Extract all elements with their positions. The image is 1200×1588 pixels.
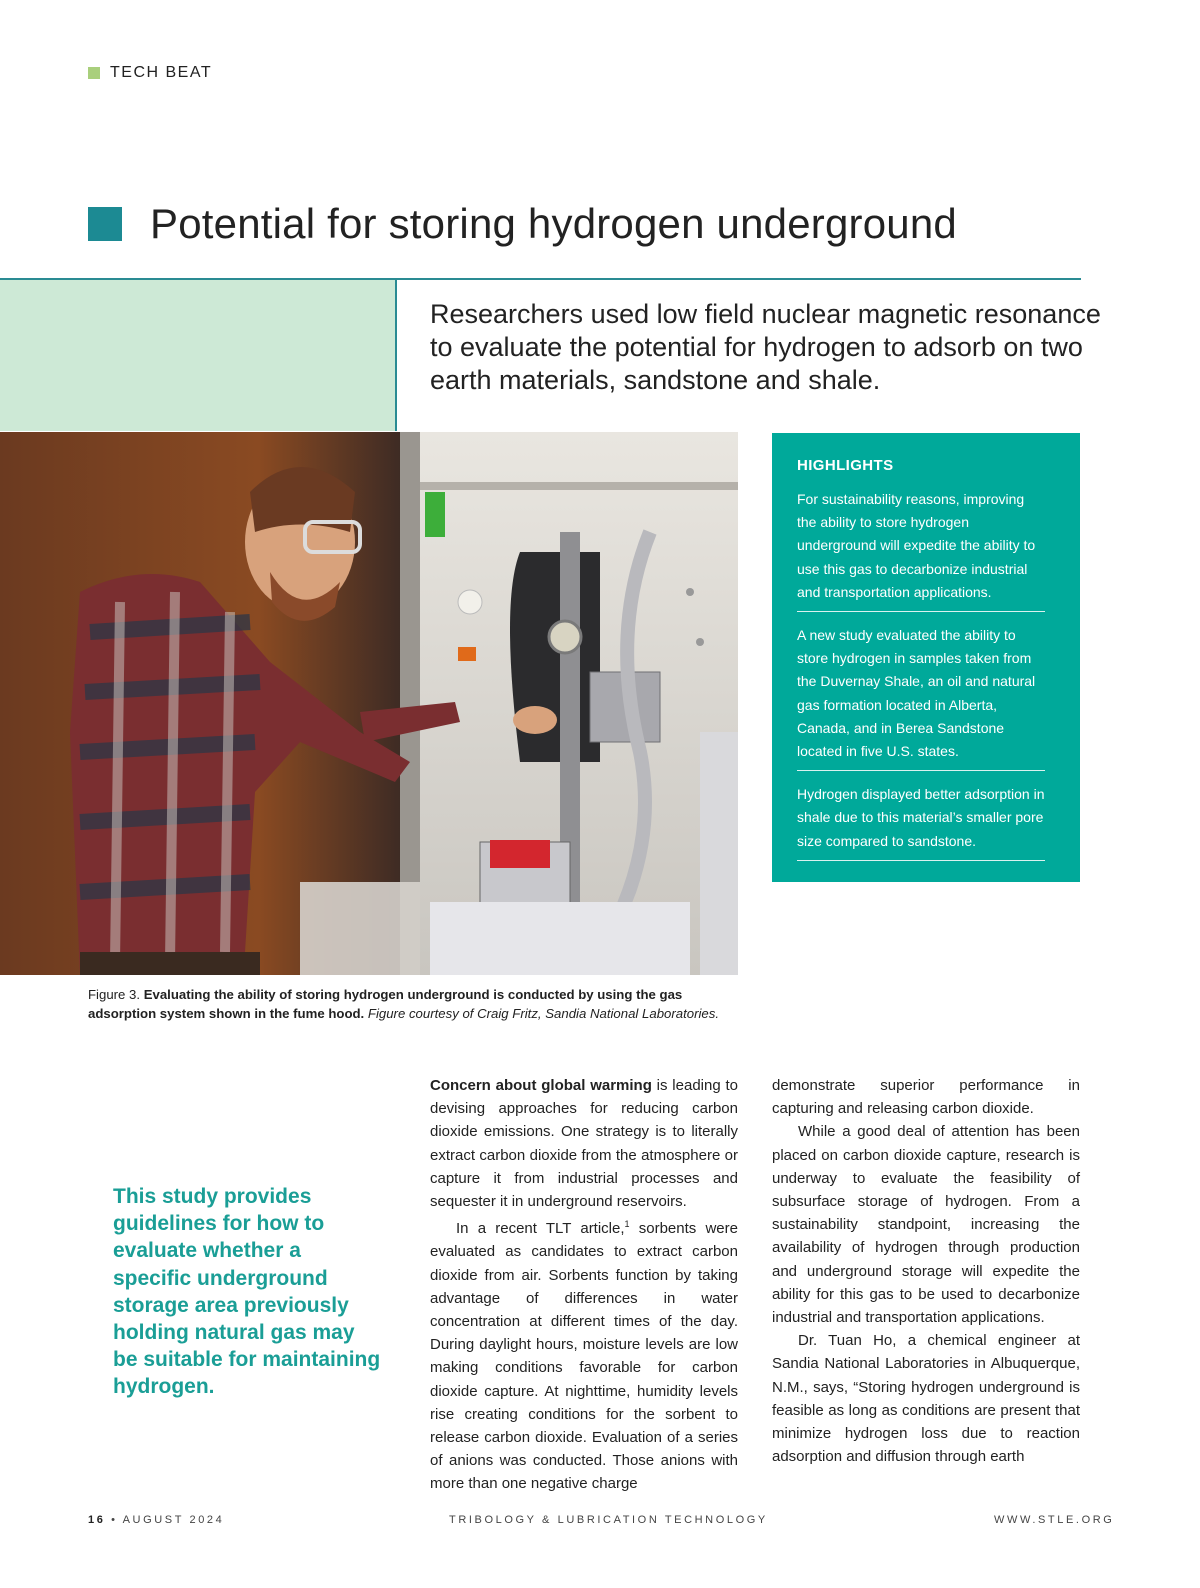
title-row [88,200,957,248]
section-tag [88,64,212,82]
article-deck: Researchers used low field nuclear magnetic resonance to evaluate the potential for hydrogen to adsorb on two earth materials, sandstone and shale. [430,299,1101,395]
footnote-ref: 1 [624,1219,630,1230]
lab-photo-illustration [0,432,738,975]
article-title: Potential for storing hydrogen underground [150,200,957,247]
figure-label: Figure 3. [88,987,141,1002]
title-marker [88,207,122,241]
body-paragraph [430,1074,738,1213]
page-number: 16 [88,1514,106,1526]
highlights-box [772,433,1080,882]
body-paragraph [430,1213,738,1495]
body-column-1 [430,1074,738,1496]
body-text: sorbents were evaluated as candidates to extract carbon dioxide from air. Sorbents function by taking advantage of differences in water concentration at different times of the day. During daylight hours, moisture levels are low making conditions favorable for carbon dioxide capture. At nighttime, humidity levels rise creating conditions for the sorbent to release carbon dioxide. Evaluation of a series of anions was conducted. Those anions with more than one negative charge [430,1220,738,1493]
lead-in: Concern about global warming [430,1077,652,1094]
pull-quote: This study provides guidelines for how to evaluate whether a specific underground storage area previously holding natural gas may be suitable for maintaining hydrogen. [113,1185,381,1399]
section-tag-marker [88,67,100,79]
highlight-item: A new study evaluated the ability to store hydrogen in samples taken from the Duvernay Shale, an oil and natural gas formation located in Alberta, Canada, and in Berea Sandstone located in five U.S. states. [797,624,1045,771]
lab-photo [0,432,738,975]
body-paragraph: Dr. Tuan Ho, a chemical engineer at Sandia National Laboratories in Albuquerque, N.M., says, “Storing hydrogen underground is feasible as long as conditions are present that minimize hydrogen loss due to reaction adsorption and diffusion through earth [772,1332,1080,1466]
section-label: TECH BEAT [110,64,213,81]
highlights-heading: HIGHLIGHTS [797,457,894,474]
website-url: WWW.STLE.ORG [994,1514,1115,1526]
figure-credit: Figure courtesy of Craig Fritz, Sandia National Laboratories. [367,1006,720,1021]
body-text: In a recent TLT article, [456,1220,625,1238]
body-column-2 [772,1074,1080,1468]
footer-folio [88,1514,224,1526]
body-paragraph: While a good deal of attention has been placed on carbon dioxide capture, research is underway to evaluate the feasibility of subsurface storage of hydrogen. From a sustainability standpoint, increasing the availability of hydrogen through production and underground storage will expedite the ability for this gas to be used to decarbonize industrial and transportation applications. [772,1123,1080,1327]
body-text: is leading to devising approaches for reducing carbon dioxide emissions. One strategy is to literally extract carbon dioxide from the atmosphere or capture it from industrial processes and sequester it in underground reservoirs. [430,1077,738,1211]
publication-name: TRIBOLOGY & LUBRICATION TECHNOLOGY [449,1514,768,1526]
figure-caption [88,985,748,1023]
deck-divider [395,280,397,431]
highlight-item: For sustainability reasons, improving the ability to store hydrogen underground will expedite the ability to use this gas to decarbonize industrial and transportation applications. [797,488,1045,612]
figure-caption-text: Evaluating the ability of storing hydrogen underground is conducted by using the gas adsorption system shown in the fume hood. [88,987,683,1021]
deck-accent-block [0,280,395,431]
issue-date: • AUGUST 2024 [111,1514,225,1526]
body-paragraph: demonstrate superior performance in capturing and releasing carbon dioxide. [772,1077,1080,1118]
highlight-item: Hydrogen displayed better adsorption in shale due to this material’s smaller pore size compared to sandstone. [797,783,1045,861]
